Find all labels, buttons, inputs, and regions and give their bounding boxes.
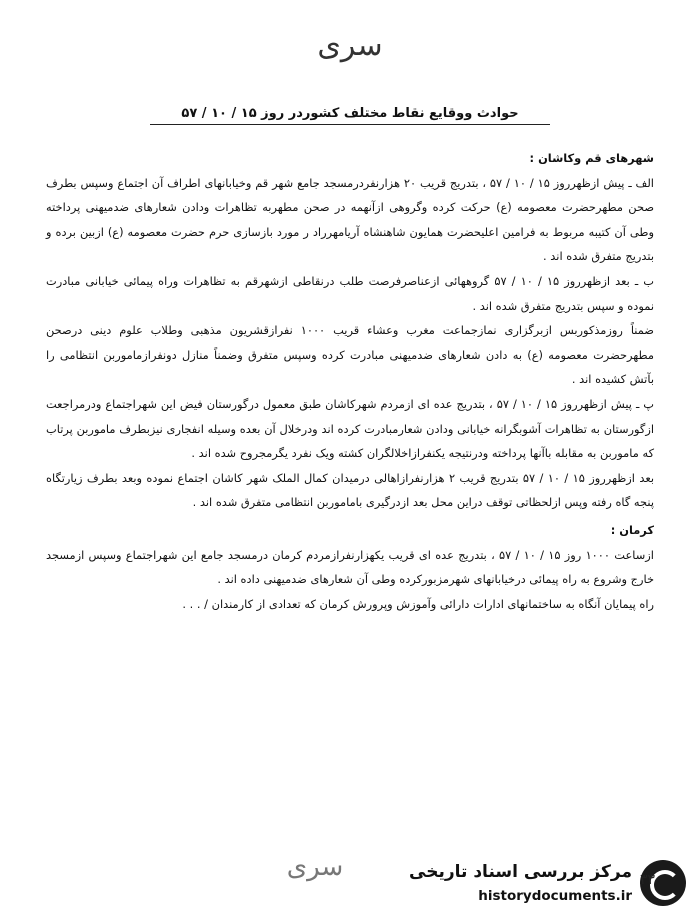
watermark-name: مرکز بررسی اسناد تاریخی [409, 862, 632, 882]
section-heading-kerman: کرمان : [610, 522, 654, 537]
paragraph-be: ب ـ بعد ازظهرروز ۱۵ / ۱۰ / ۵۷ گروههائی ازعناصرفرصت طلب درنقاطی ازشهرقم به تظاهرات وراه پیمائی خیابانی مبادرت نموده و سپس بتدریج متفرق شده اند . [46, 273, 654, 313]
section-heading-qom-kashan: شهرهای قم وکاشان : [529, 151, 654, 165]
paragraph-zemnan: ضمناً روزمذکوربس ازبرگزاری نمازجماعت مغرب وعشاء قریب ۱۰۰۰ نفرازقشریون مذهبی وطلاب علوم دینی درصحن مطهرحضرت معصومه (ع) به دادن شعارهای ضدمیهنی مبادرت کرده وسپس متفرق وضمناً منازل دونفرازماموربن انتظامی را بآتش کشیده اند . [46, 323, 654, 387]
paragraph-pe: پ ـ پیش ازظهرروز ۱۵ / ۱۰ / ۵۷ ، بتدریج عده ای ازمردم شهرکاشان طبق معمول درگورستان فیض این شهراجتماع ودرمراجعت ازگورستان به تظاهرات آشوبگرانه خیابانی ودادن شعارمبادرت کرده اند ودرخلال آن بعده وسیله انفجاری نیزبطرف ماموربن پرتاب که ماموربن به مقابله باآنها پرداخته ودرنتیجه یکنفرازاخلالگران کشته ویک نفرد یگرمجروح شده اند . [46, 396, 654, 461]
watermark-url: historydocuments.ir [478, 888, 632, 904]
document-title: حوادث ووقایع نقاط مختلف کشوردر روز ۱۵ / ۱۰ / ۵۷ [150, 106, 550, 125]
paragraph-kashan-afternoon: بعد ازظهرروز ۱۵ / ۱۰ / ۵۷ بتدریج قریب ۲ هزارنفرازاهالی درمیدان کمال الملک شهر کاشان اجتماع نموده وبعد بطرف زیارتگاه پنجه گاه رفته وپس ازلحظاتی توقف دراین محل بعد ازدرگیری باماموربن انتظامی متفرق شده اند . [46, 470, 654, 510]
classification-stamp-bottom: سری [286, 852, 344, 882]
paragraph-kerman-march: راه پیمایان آنگاه به ساختمانهای ادارات دارائی وآموزش وپرورش کرمان که تعدادی از کارمندان / . . . [182, 596, 654, 611]
paragraph-alef: الف ـ پیش ازظهرروز ۱۵ / ۱۰ / ۵۷ ، بتدریج قریب ۲۰ هزارنفردرمسجد جامع شهر قم وخیابانهای اطراف آن اجتماع وسپس بطرف صحن مطهرحضرت معصومه (ع) حرکت کرده وگروهی ازآنهمه در صحن مطهربه تظاهرات ودادن شعارهای ضدمیهنی پرداخته وطی آن کتیبه مربوط به فرامین اعلیحضرت همایون شاهنشاه آریامهرراد ر مورد بازسازی حرم حضرت معصومه (ع) ازبین برده و بتدریج متفرق شده اند . [46, 175, 654, 264]
document-body [46, 146, 654, 616]
classification-stamp-top: سری [317, 28, 383, 63]
paragraph-kerman-gathering: ازساعت ۱۰۰۰ روز ۱۵ / ۱۰ / ۵۷ ، بتدریج عده ای قریب یکهزارنفرازمردم کرمان درمسجد جامع این شهراجتماع وسپس ازمسجد خارج وشروع به راه پیمائی درخیابانهای شهرمزبورکرده وطی آن شعارهای ضدمیهنی داده اند . [46, 547, 654, 587]
page-number-mark: ۳۳ [640, 872, 656, 888]
